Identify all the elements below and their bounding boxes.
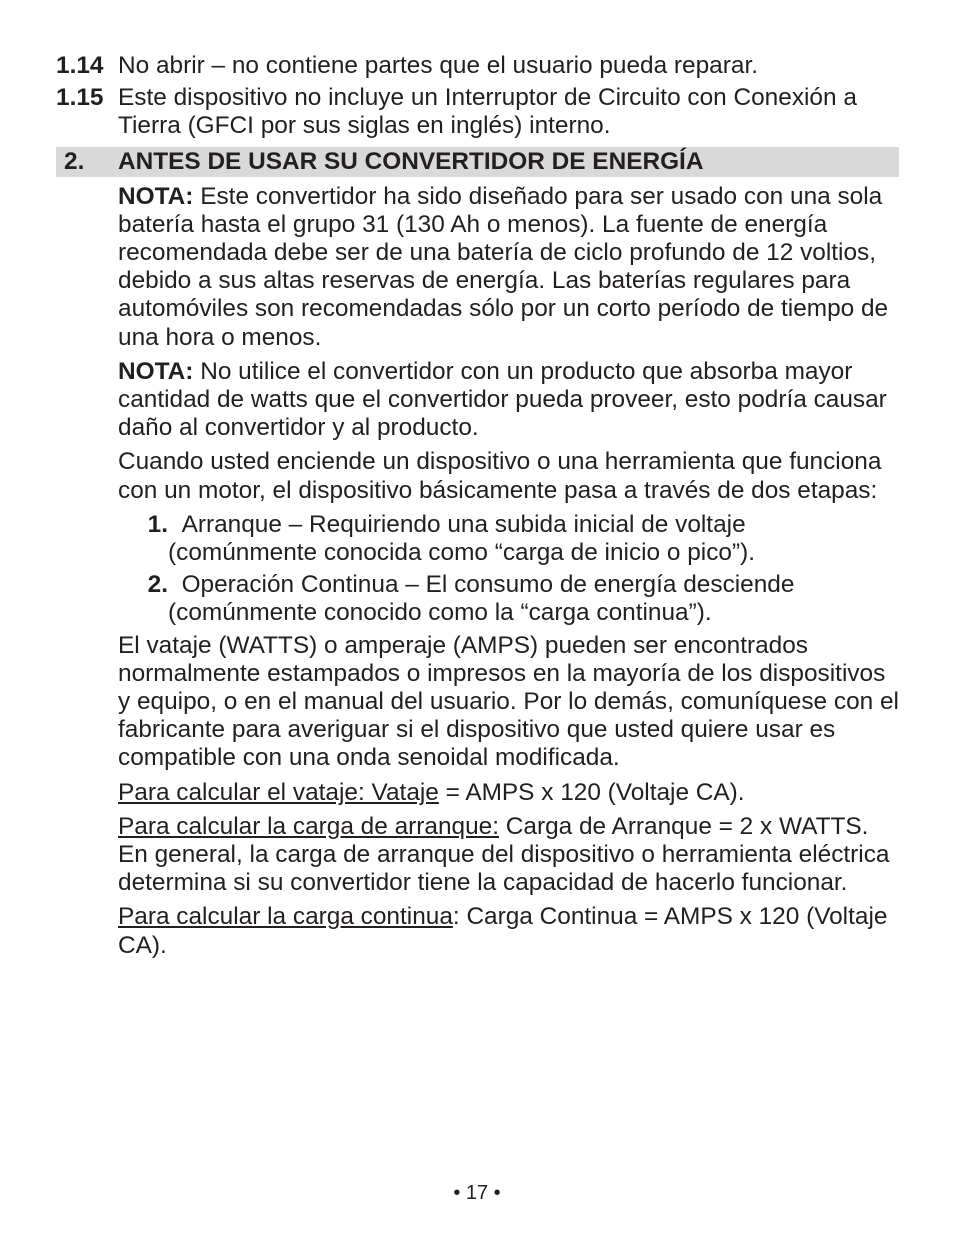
note-paragraph-1 [118, 183, 899, 352]
calc-wattage [118, 779, 899, 807]
item-text: No abrir – no contiene partes que el usuario pueda reparar. [118, 52, 758, 79]
calc-text: Carga de Arranque = 2 x WATTS. En general, la carga de arranque del dispositivo o herramienta eléctrica determina si su convertidor tiene la capacidad de hacerlo funcionar. [118, 812, 890, 897]
intro-paragraph: Cuando usted enciende un dispositivo o una herramienta que funciona con un motor, el dispositivo básicamente pasa a través de dos etapas: [118, 448, 882, 504]
page-number: • 17 • [453, 1182, 501, 1204]
calc-label: Para calcular el vataje: Vataje [118, 778, 439, 806]
steps-list [118, 511, 899, 628]
item-number: 1.14 [56, 52, 104, 79]
note-text: Este convertidor ha sido diseñado para ser usado con una sola batería hasta el grupo 31 (130 Ah o menos). La fuente de energía recomendada debe ser de una batería de ciclo profundo de 12 voltios, debido a sus altas reservas de energía. Las baterías regulares para automóviles son recomendadas sólo por un corto período de tiempo de una hora o menos. [118, 182, 889, 351]
calc-startup-load [118, 813, 899, 898]
step-item [118, 571, 899, 627]
step-number: 1. [147, 510, 168, 538]
section-title: ANTES DE USAR SU CONVERTIDOR DE ENERGÍA [118, 147, 704, 175]
section-body [56, 183, 899, 960]
calc-text: : Carga Continua = AMPS x 120 (Voltaje CA). [118, 903, 888, 959]
step-text: Operación Continua – El consumo de energía desciende (comúnmente conocido como la “carga continua”). [168, 571, 795, 627]
note-paragraph-2 [118, 358, 899, 443]
step-number: 2. [147, 571, 168, 599]
calc-label: Para calcular la carga continua [118, 903, 453, 931]
item-text: Este dispositivo no incluye un Interruptor de Circuito con Conexión a Tierra (GFCI por sus siglas en inglés) interno. [118, 84, 857, 140]
note-text: No utilice el convertidor con un producto que absorba mayor cantidad de watts que el convertidor pueda proveer, esto podría causar daño al convertidor y al producto. [118, 357, 887, 442]
step-text: Arranque – Requiriendo una subida inicial de voltaje (comúnmente conocida como “carga de inicio o pico”). [168, 510, 756, 567]
calc-continuous-load [118, 903, 899, 959]
note-label: NOTA: [118, 357, 194, 385]
section-heading [56, 147, 899, 177]
step-item [118, 511, 899, 567]
calc-text: = AMPS x 120 (Voltaje CA). [438, 778, 745, 806]
item-1-15 [56, 84, 899, 140]
calc-label: Para calcular la carga de arranque: [118, 812, 499, 840]
note-label: NOTA: [118, 182, 194, 210]
item-number: 1.15 [56, 84, 104, 112]
watts-paragraph: El vataje (WATTS) o amperaje (AMPS) pueden ser encontrados normalmente estampados o impresos en la mayoría de los dispositivos y equipo, o en el manual del usuario. Por lo demás, comuníquese con el fabricante para averiguar si el dispositivo que usted quiere usar es compatible con una onda senoidal modificada. [118, 631, 899, 772]
document-page [56, 52, 899, 966]
item-1-14 [56, 52, 899, 80]
section-number: 2. [64, 147, 85, 175]
